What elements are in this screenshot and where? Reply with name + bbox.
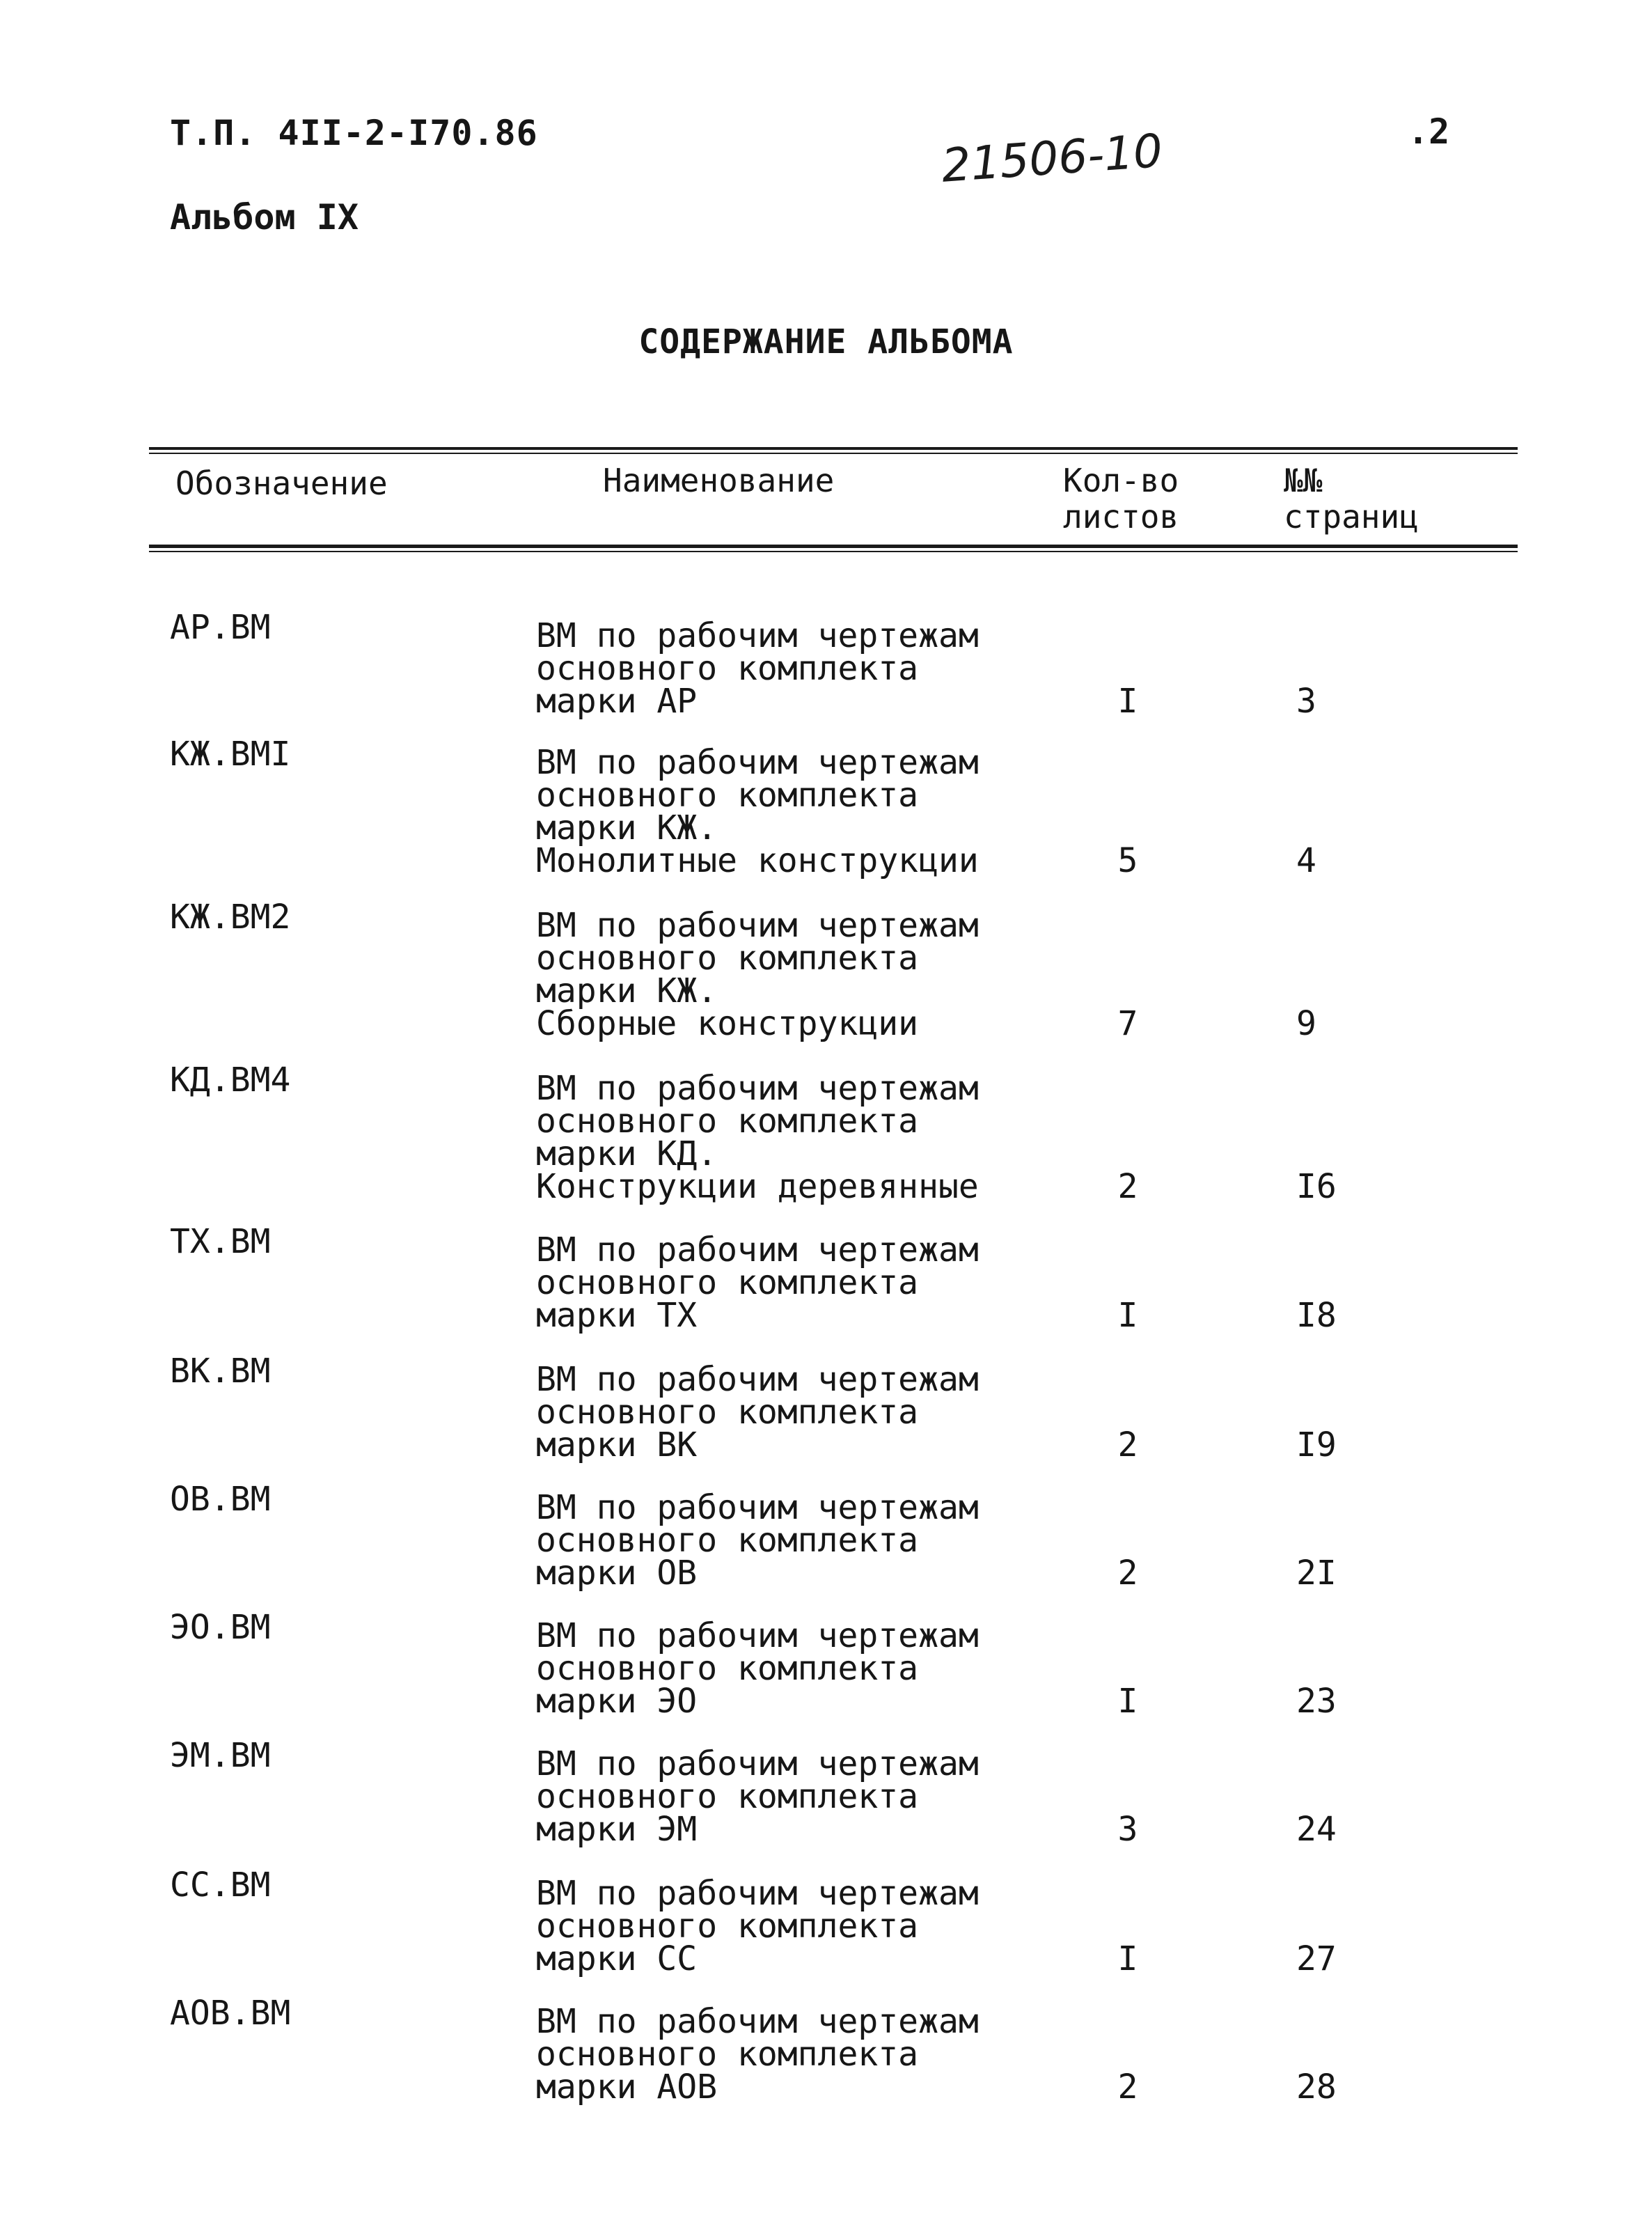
- row-name-line: ВМ по рабочим чертежам: [536, 906, 979, 945]
- row-name-line: марки АОВ: [536, 2067, 718, 2106]
- row-name: [536, 906, 979, 1043]
- row-page: 24: [1296, 1810, 1337, 1849]
- table-header-rule: [149, 545, 1518, 548]
- column-header-pages: [1284, 462, 1419, 535]
- row-page: 23: [1296, 1682, 1337, 1721]
- column-header-pages-line1: №№: [1284, 462, 1323, 499]
- row-name-line: Сборные конструкции: [536, 1004, 919, 1043]
- document-code: Т.П. 4II-2-I70.86: [170, 113, 538, 153]
- row-name-line: ВМ по рабочим чертежам: [536, 1488, 979, 1527]
- column-header-code: Обозначение: [175, 464, 388, 502]
- row-name-line: марки КЖ.: [536, 808, 718, 847]
- row-qty: I: [1117, 1296, 1138, 1335]
- row-name: [536, 1874, 979, 1978]
- row-name-line: основного комплекта: [536, 1649, 919, 1688]
- row-qty: I: [1117, 1939, 1138, 1978]
- row-name-line: основного комплекта: [536, 1777, 919, 1816]
- column-header-qty: [1063, 462, 1179, 535]
- row-name-line: марки КД.: [536, 1134, 718, 1173]
- row-qty: 2: [1117, 1554, 1138, 1593]
- row-page: 27: [1296, 1939, 1337, 1978]
- row-page: 2I: [1296, 1554, 1337, 1593]
- row-name-line: ВМ по рабочим чертежам: [536, 1069, 979, 1108]
- row-code: КД.ВМ4: [170, 1061, 291, 1100]
- row-page: I8: [1296, 1296, 1337, 1335]
- row-name-line: основного комплекта: [536, 1263, 919, 1302]
- row-name-line: основного комплекта: [536, 1102, 919, 1141]
- row-code: АОВ.ВМ: [170, 1994, 291, 2033]
- handwritten-number: 21506-10: [940, 123, 1165, 193]
- row-name-line: основного комплекта: [536, 1393, 919, 1432]
- page-number: .2: [1408, 111, 1450, 152]
- row-name-line: марки СС: [536, 1939, 698, 1978]
- page-title: СОДЕРЖАНИЕ АЛЬБОМА: [638, 322, 1014, 361]
- column-header-pages-line2: страниц: [1284, 498, 1419, 536]
- column-header-name: Наименование: [603, 462, 835, 499]
- row-qty: 3: [1117, 1810, 1138, 1849]
- row-name-line: основного комплекта: [536, 2035, 919, 2074]
- table-top-rule: [149, 447, 1518, 450]
- row-name-line: ВМ по рабочим чертежам: [536, 1230, 979, 1269]
- row-name: [536, 1616, 979, 1721]
- row-qty: 5: [1117, 841, 1138, 880]
- row-name-line: ВМ по рабочим чертежам: [536, 616, 979, 655]
- row-name-line: ВМ по рабочим чертежам: [536, 2002, 979, 2041]
- row-name: [536, 1488, 979, 1593]
- row-name-line: Монолитные конструкции: [536, 841, 979, 880]
- row-code: ЭО.ВМ: [170, 1608, 271, 1647]
- row-name: [536, 1069, 979, 1206]
- row-name-line: марки АР: [536, 682, 698, 721]
- row-name-line: марки ОВ: [536, 1554, 698, 1593]
- row-qty: 2: [1117, 1425, 1138, 1464]
- row-page: I9: [1296, 1425, 1337, 1464]
- row-name: [536, 1744, 979, 1849]
- row-name-line: ВМ по рабочим чертежам: [536, 1616, 979, 1655]
- row-name-line: ВМ по рабочим чертежам: [536, 743, 979, 782]
- row-name-line: основного комплекта: [536, 1521, 919, 1560]
- row-code: ЭМ.ВМ: [170, 1736, 271, 1775]
- row-code: ВК.ВМ: [170, 1352, 271, 1391]
- row-code: ОВ.ВМ: [170, 1480, 271, 1519]
- table-header-rule-thin: [149, 551, 1518, 552]
- row-name-line: ВМ по рабочим чертежам: [536, 1360, 979, 1399]
- row-name-line: ВМ по рабочим чертежам: [536, 1744, 979, 1783]
- row-name-line: марки ВК: [536, 1425, 698, 1464]
- row-qty: 2: [1117, 1167, 1138, 1206]
- row-name-line: марки ЭМ: [536, 1810, 698, 1849]
- row-code: СС.ВМ: [170, 1866, 271, 1905]
- column-header-qty-line1: Кол-во: [1063, 462, 1179, 499]
- row-page: 3: [1296, 682, 1316, 721]
- row-name-line: марки КЖ.: [536, 971, 718, 1010]
- row-qty: 7: [1117, 1004, 1138, 1043]
- row-name-line: основного комплекта: [536, 649, 919, 688]
- row-name-line: основного комплекта: [536, 939, 919, 978]
- row-code: КЖ.ВМ2: [170, 898, 291, 937]
- row-page: 4: [1296, 841, 1316, 880]
- row-name-line: марки ЭО: [536, 1682, 698, 1721]
- row-name-line: марки ТХ: [536, 1296, 698, 1335]
- album-label: Альбом IX: [170, 197, 359, 237]
- row-name: [536, 1230, 979, 1335]
- row-name: [536, 2002, 979, 2106]
- row-name-line: основного комплекта: [536, 776, 919, 815]
- row-code: КЖ.ВМI: [170, 735, 291, 774]
- column-header-qty-line2: листов: [1063, 498, 1179, 536]
- row-name: [536, 616, 979, 721]
- row-page: 28: [1296, 2067, 1337, 2106]
- row-code: ТХ.ВМ: [170, 1222, 271, 1261]
- row-qty: I: [1117, 682, 1138, 721]
- row-page: 9: [1296, 1004, 1316, 1043]
- row-qty: 2: [1117, 2067, 1138, 2106]
- row-page: I6: [1296, 1167, 1337, 1206]
- row-name-line: основного комплекта: [536, 1907, 919, 1946]
- row-name: [536, 1360, 979, 1464]
- row-qty: I: [1117, 1682, 1138, 1721]
- row-code: АР.ВМ: [170, 608, 271, 647]
- table-top-rule-thin: [149, 453, 1518, 454]
- row-name-line: Конструкции деревянные: [536, 1167, 979, 1206]
- row-name-line: ВМ по рабочим чертежам: [536, 1874, 979, 1913]
- row-name: [536, 743, 979, 880]
